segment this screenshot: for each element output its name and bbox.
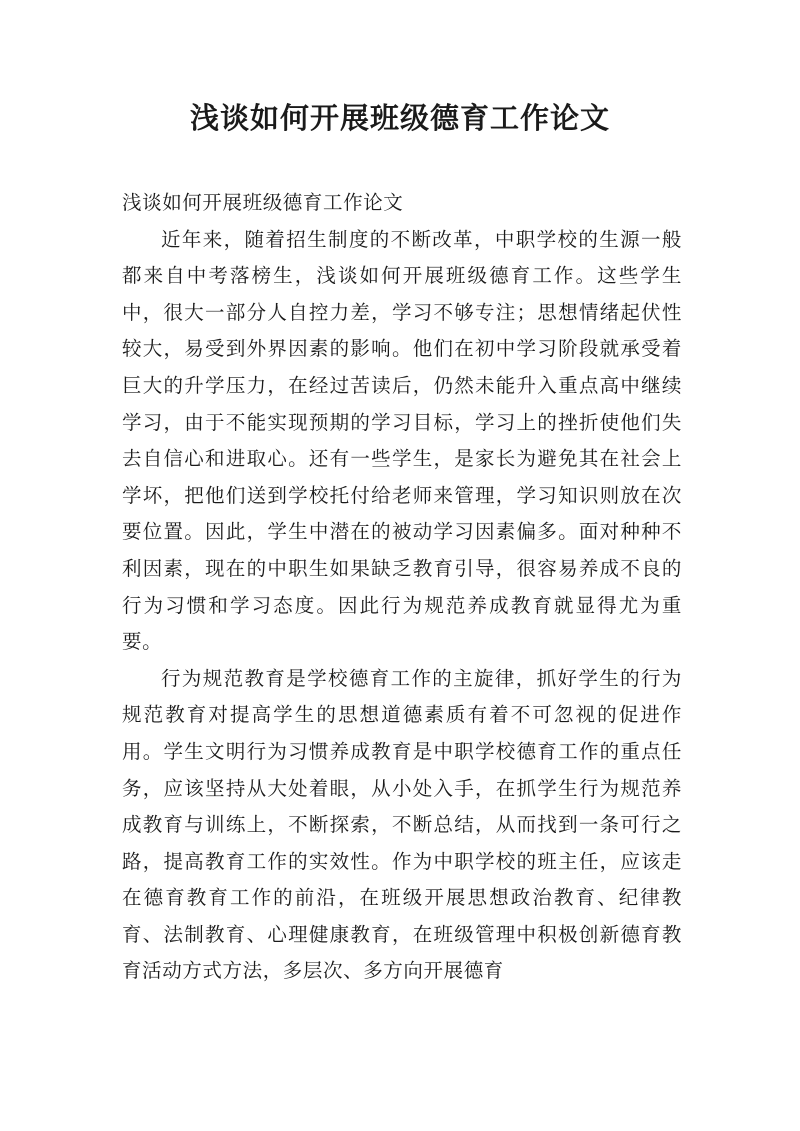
document-subtitle: 浅谈如何开展班级德育工作论文: [122, 191, 404, 214]
document-title: 浅谈如何开展班级德育工作论文: [189, 101, 610, 135]
paragraph-1: 近年来，随着招生制度的不断改革，中职学校的生源一般都来自中考落榜生，浅谈如何开展班级德育工作。这些学生中，很大一部分人自控力差，学习不够专注；思想情绪起伏性较大，易受到外界因素的影响。他们在初中学习阶段就承受着巨大的升学压力，在经过苦读后，仍然未能升入重点高中继续学习，由于不能实现预期的学习目标，学习上的挫折使他们失去自信心和进取心。还有一些学生，是家长为避免其在社会上学坏，把他们送到学校托付给老师来管理，学习知识则放在次要位置。因此，学生中潜在的被动学习因素偏多。面对种种不利因素，现在的中职生如果缺乏教育引导，很容易养成不良的行为习惯和学习态度。因此行为规范养成教育就显得尤为重要。: [122, 227, 682, 654]
document-body: [122, 185, 682, 990]
paragraph-2: 行为规范教育是学校德育工作的主旋律，抓好学生的行为规范教育对提高学生的思想道德素质有着不可忽视的促进作用。学生文明行为习惯养成教育是中职学校德育工作的重点任务，应该坚持从大处着眼，从小处入手，在抓学生行为规范养成教育与训练上，不断探索，不断总结，从而找到一条可行之路，提高教育工作的实效性。作为中职学校的班主任，应该走在德育教育工作的前沿，在班级开展思想政治教育、纪律教育、法制教育、心理健康教育，在班级管理中积极创新德育教育活动方式方法，多层次、多方向开展德育: [122, 666, 682, 983]
